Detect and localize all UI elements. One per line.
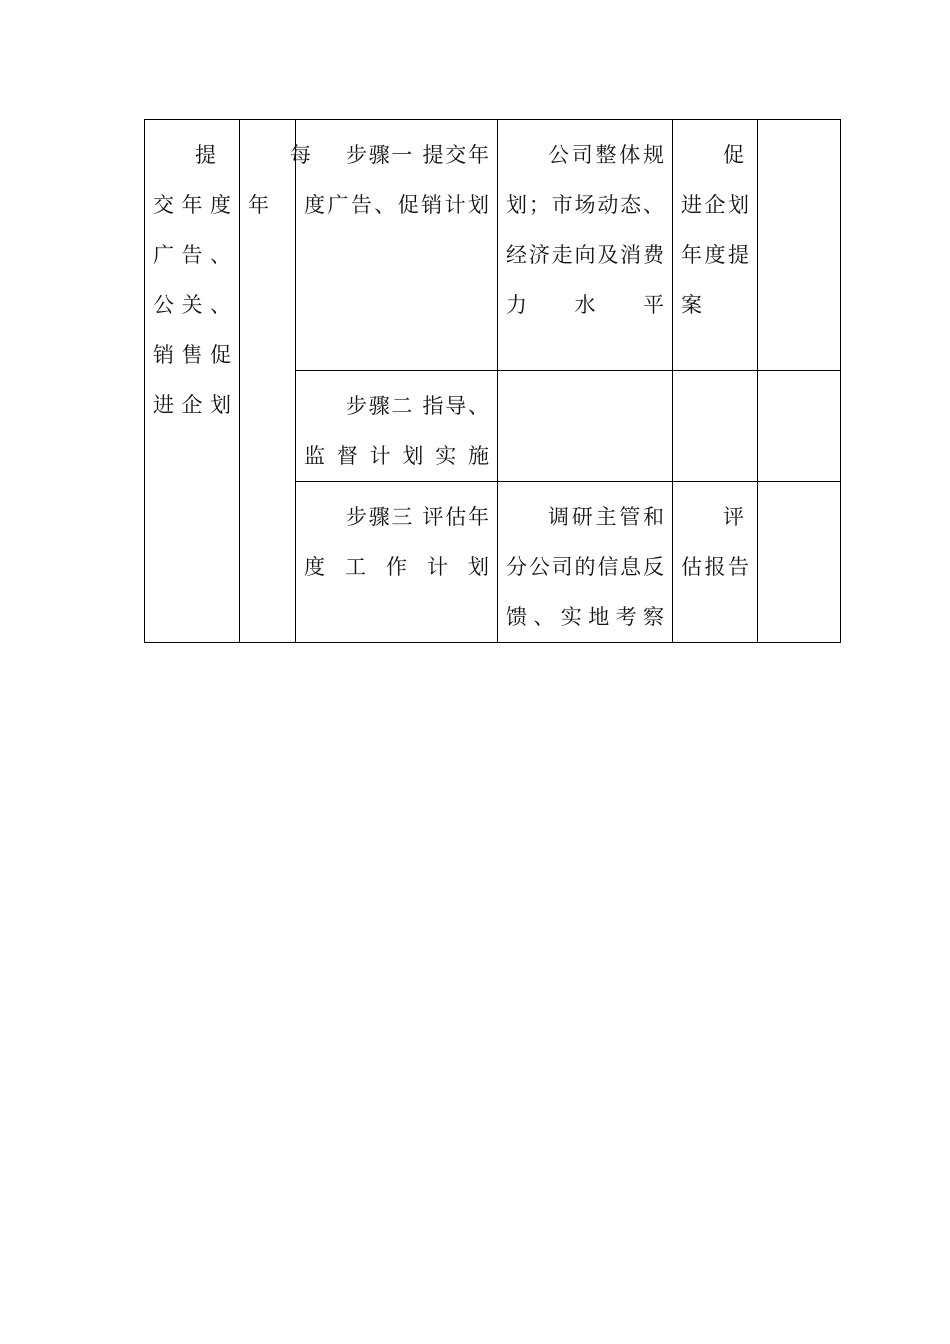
step-cell: 步骤三 评估年度工作计划: [296, 482, 498, 643]
output-cell: [673, 371, 758, 482]
output-cell: 评估报告: [673, 482, 758, 643]
step-cell: 步骤二 指导、监督计划实施: [296, 371, 498, 482]
info-cell: 公司整体规划；市场动态、经济走向及消费力水平: [498, 120, 673, 371]
remark-cell: [758, 371, 841, 482]
task-cell: 提交年度广告、公关、销售促进企划: [145, 120, 240, 643]
responsibility-table: [144, 119, 841, 643]
info-cell: [498, 371, 673, 482]
remark-cell: [758, 482, 841, 643]
info-cell: 调研主管和分公司的信息反馈、实地考察: [498, 482, 673, 643]
output-cell: 促进企划年度提案: [673, 120, 758, 371]
remark-cell: [758, 120, 841, 371]
step-cell: 步骤一 提交年度广告、促销计划: [296, 120, 498, 371]
table-row: [145, 120, 841, 371]
frequency-cell: 每年: [240, 120, 296, 643]
